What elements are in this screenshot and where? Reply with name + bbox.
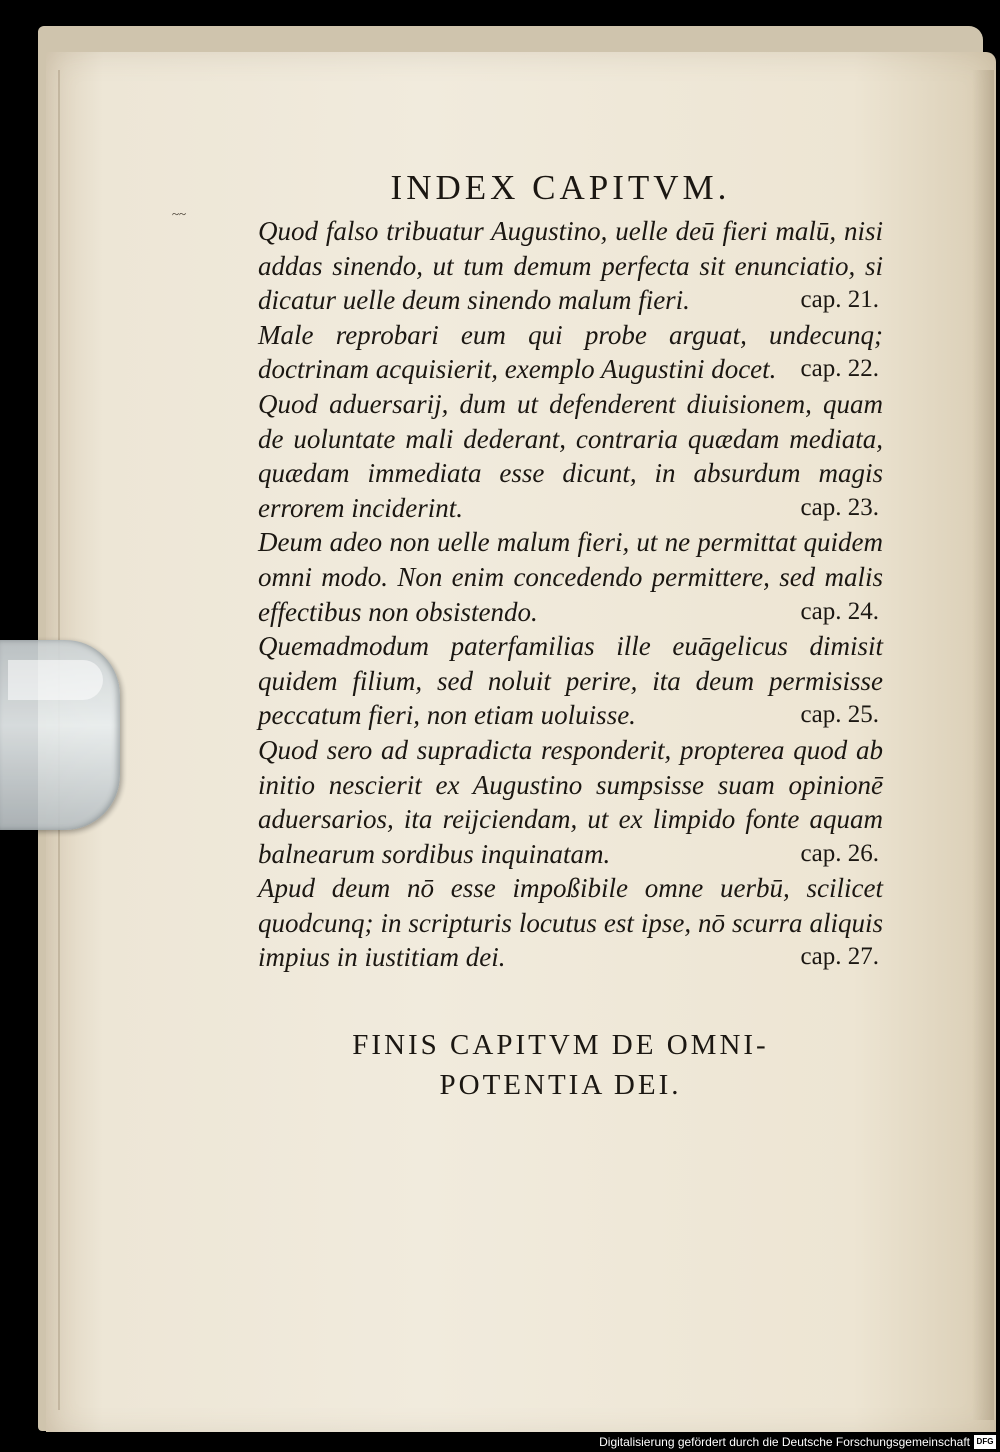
index-entry	[258, 525, 883, 629]
chapter-ref: cap. 24.	[800, 597, 879, 625]
index-content	[258, 168, 883, 1105]
index-entry	[258, 733, 883, 871]
index-entry	[258, 214, 883, 318]
index-entry	[258, 387, 883, 525]
entry-text: Quod falso tribuatur Augustino, uelle deū fieri malū, nisi addas sinendo, ut tum demum perfecta sit enunciatio, si dicatur uelle deum sinendo malum fieri.	[258, 216, 883, 316]
finis-line-1: FINIS CAPITVM DE OMNI-	[352, 1029, 769, 1062]
page-fold	[972, 70, 994, 1420]
chapter-ref: cap. 26.	[800, 839, 879, 867]
entry-text: Quod sero ad supradicta responderit, propterea quod ab initio nescierit ex Augustino sumpsisse suam opinionē aduersarios, ita reijciendam, ut ex limpido fonte aquam balnearum sordibus inquinatam.	[258, 734, 883, 869]
chapter-ref: cap. 25.	[800, 701, 879, 729]
entry-text: Quemadmodum paterfamilias ille euāgelicus dimisit quidem filium, sed noluit perire, ita deum permisisse peccatum fieri, non etiam uoluisse.	[258, 631, 883, 731]
finis-heading	[258, 1025, 883, 1105]
dfg-logo-icon: DFG	[974, 1435, 996, 1449]
index-entry	[258, 318, 883, 387]
chapter-ref: cap. 21.	[800, 286, 879, 314]
index-entry	[258, 871, 883, 975]
page-clip-shine	[8, 660, 103, 700]
entry-text: Deum adeo non uelle malum fieri, ut ne permittat quidem omni modo. Non enim concedendo permittere, sed malis effectibus non obsistendo.	[258, 527, 883, 627]
entry-text: Quod aduersarij, dum ut defenderent diuisionem, quam de uoluntate mali dederant, contraria quædam mediata, quædam immediata esse dicunt, in absurdum magis errorem inciderint.	[258, 388, 883, 523]
chapter-ref: cap. 27.	[800, 943, 879, 971]
index-entry	[258, 629, 883, 733]
finis-line-2: POTENTIA DEI.	[439, 1069, 682, 1102]
chapter-ref: cap. 23.	[800, 493, 879, 521]
index-title: INDEX CAPITVM.	[390, 168, 731, 207]
footer-credit: Digitalisierung gefördert durch die Deutsche Forschungsgemeinschaft	[599, 1435, 970, 1449]
entry-text: Male reprobari eum qui probe arguat, undecunq; doctrinam acquisierit, exemplo Augustini docet.	[258, 319, 883, 385]
chapter-ref: cap. 22.	[800, 355, 879, 383]
entry-text: Apud deum nō esse impoßibile omne uerbū, scilicet quodcunq; in scripturis locutus est ipse, nō scurra aliquis impius in iustitiam dei.	[258, 873, 883, 973]
digitization-footer	[0, 1432, 1000, 1452]
margin-mark: ~~	[172, 206, 187, 221]
